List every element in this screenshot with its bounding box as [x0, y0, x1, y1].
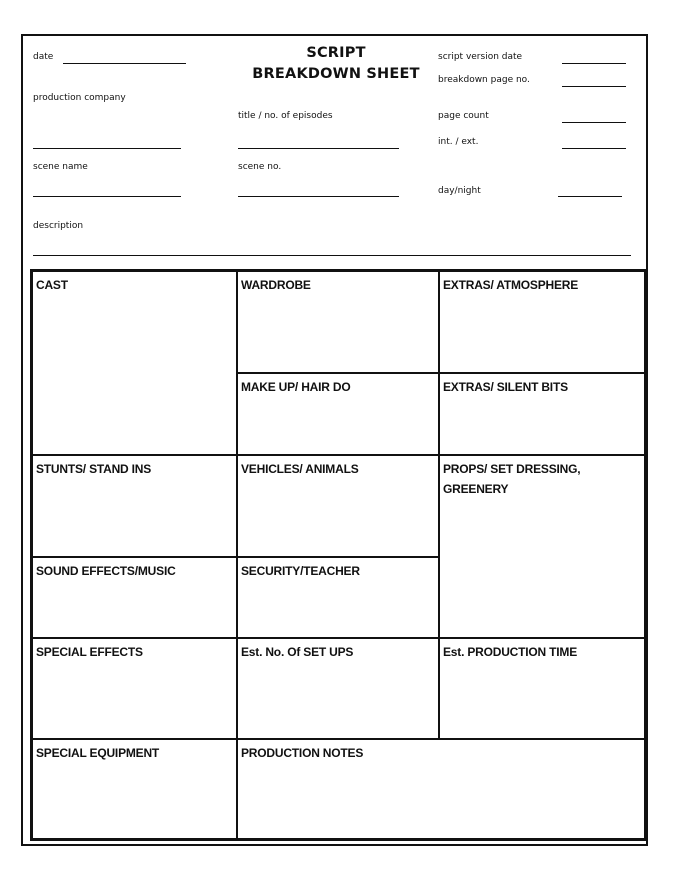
wardrobe-label: WARDROBE: [241, 278, 311, 292]
special-effects-label: SPECIAL EFFECTS: [36, 645, 143, 659]
sound-effects-music-label: SOUND EFFECTS/MUSIC: [36, 564, 176, 578]
makeup-hair-box[interactable]: [237, 373, 439, 455]
title-episodes-label: title / no. of episodes: [238, 111, 333, 121]
special-equipment-box[interactable]: [32, 739, 237, 839]
vehicles-animals-box[interactable]: [237, 455, 439, 557]
vehicles-animals-label: VEHICLES/ ANIMALS: [241, 462, 359, 476]
breakdown-page-no-label: breakdown page no.: [438, 75, 530, 85]
extras-silent-bits-box[interactable]: [439, 373, 645, 455]
int-ext-label: int. / ext.: [438, 137, 479, 147]
day-night-label: day/night: [438, 186, 481, 196]
extras-silent-bits-label: EXTRAS/ SILENT BITS: [443, 380, 568, 394]
production-notes-box[interactable]: [237, 739, 645, 839]
title-episodes-field[interactable]: [238, 148, 399, 149]
scene-no-field[interactable]: [238, 196, 399, 197]
description-label: description: [33, 221, 84, 231]
wardrobe-box[interactable]: [237, 271, 439, 373]
stunts-stand-ins-label: STUNTS/ STAND INS: [36, 462, 152, 476]
scene-name-field[interactable]: [33, 196, 181, 197]
cast-box[interactable]: [32, 271, 237, 455]
special-equipment-label: SPECIAL EQUIPMENT: [36, 746, 160, 760]
props-set-dressing-box[interactable]: [439, 455, 645, 638]
description-field[interactable]: [33, 255, 631, 256]
script-version-date-label: script version date: [438, 52, 523, 62]
est-production-time-box[interactable]: [439, 638, 645, 739]
security-teacher-box[interactable]: [237, 557, 439, 638]
date-field[interactable]: [63, 63, 186, 64]
date-label: date: [33, 52, 54, 62]
sheet-title-line2: BREAKDOWN SHEET: [252, 66, 420, 82]
stunts-stand-ins-box[interactable]: [32, 455, 237, 557]
scene-no-label: scene no.: [238, 162, 282, 172]
breakdown-page-no-field[interactable]: [562, 86, 626, 87]
est-set-ups-label: Est. No. Of SET UPS: [241, 645, 354, 659]
security-teacher-label: SECURITY/TEACHER: [241, 564, 360, 578]
makeup-hair-label: MAKE UP/ HAIR DO: [241, 380, 351, 394]
page-count-field[interactable]: [562, 122, 626, 123]
breakdown-grid: [30, 269, 647, 841]
est-production-time-label: Est. PRODUCTION TIME: [443, 645, 578, 659]
extras-atmosphere-label: EXTRAS/ ATMOSPHERE: [443, 278, 579, 292]
production-company-field[interactable]: [33, 148, 181, 149]
production-notes-label: PRODUCTION NOTES: [241, 746, 364, 760]
script-version-date-field[interactable]: [562, 63, 626, 64]
special-effects-box[interactable]: [32, 638, 237, 739]
int-ext-field[interactable]: [562, 148, 626, 149]
day-night-field[interactable]: [558, 196, 622, 197]
sound-effects-music-box[interactable]: [32, 557, 237, 638]
sheet-title-line1: SCRIPT: [306, 45, 366, 61]
page-count-label: page count: [438, 111, 489, 121]
extras-atmosphere-box[interactable]: [439, 271, 645, 373]
props-set-dressing-label: PROPS/ SET DRESSING, GREENERY: [443, 462, 581, 496]
scene-name-label: scene name: [33, 162, 88, 172]
est-set-ups-box[interactable]: [237, 638, 439, 739]
cast-label: CAST: [36, 278, 68, 292]
production-company-label: production company: [33, 93, 126, 103]
